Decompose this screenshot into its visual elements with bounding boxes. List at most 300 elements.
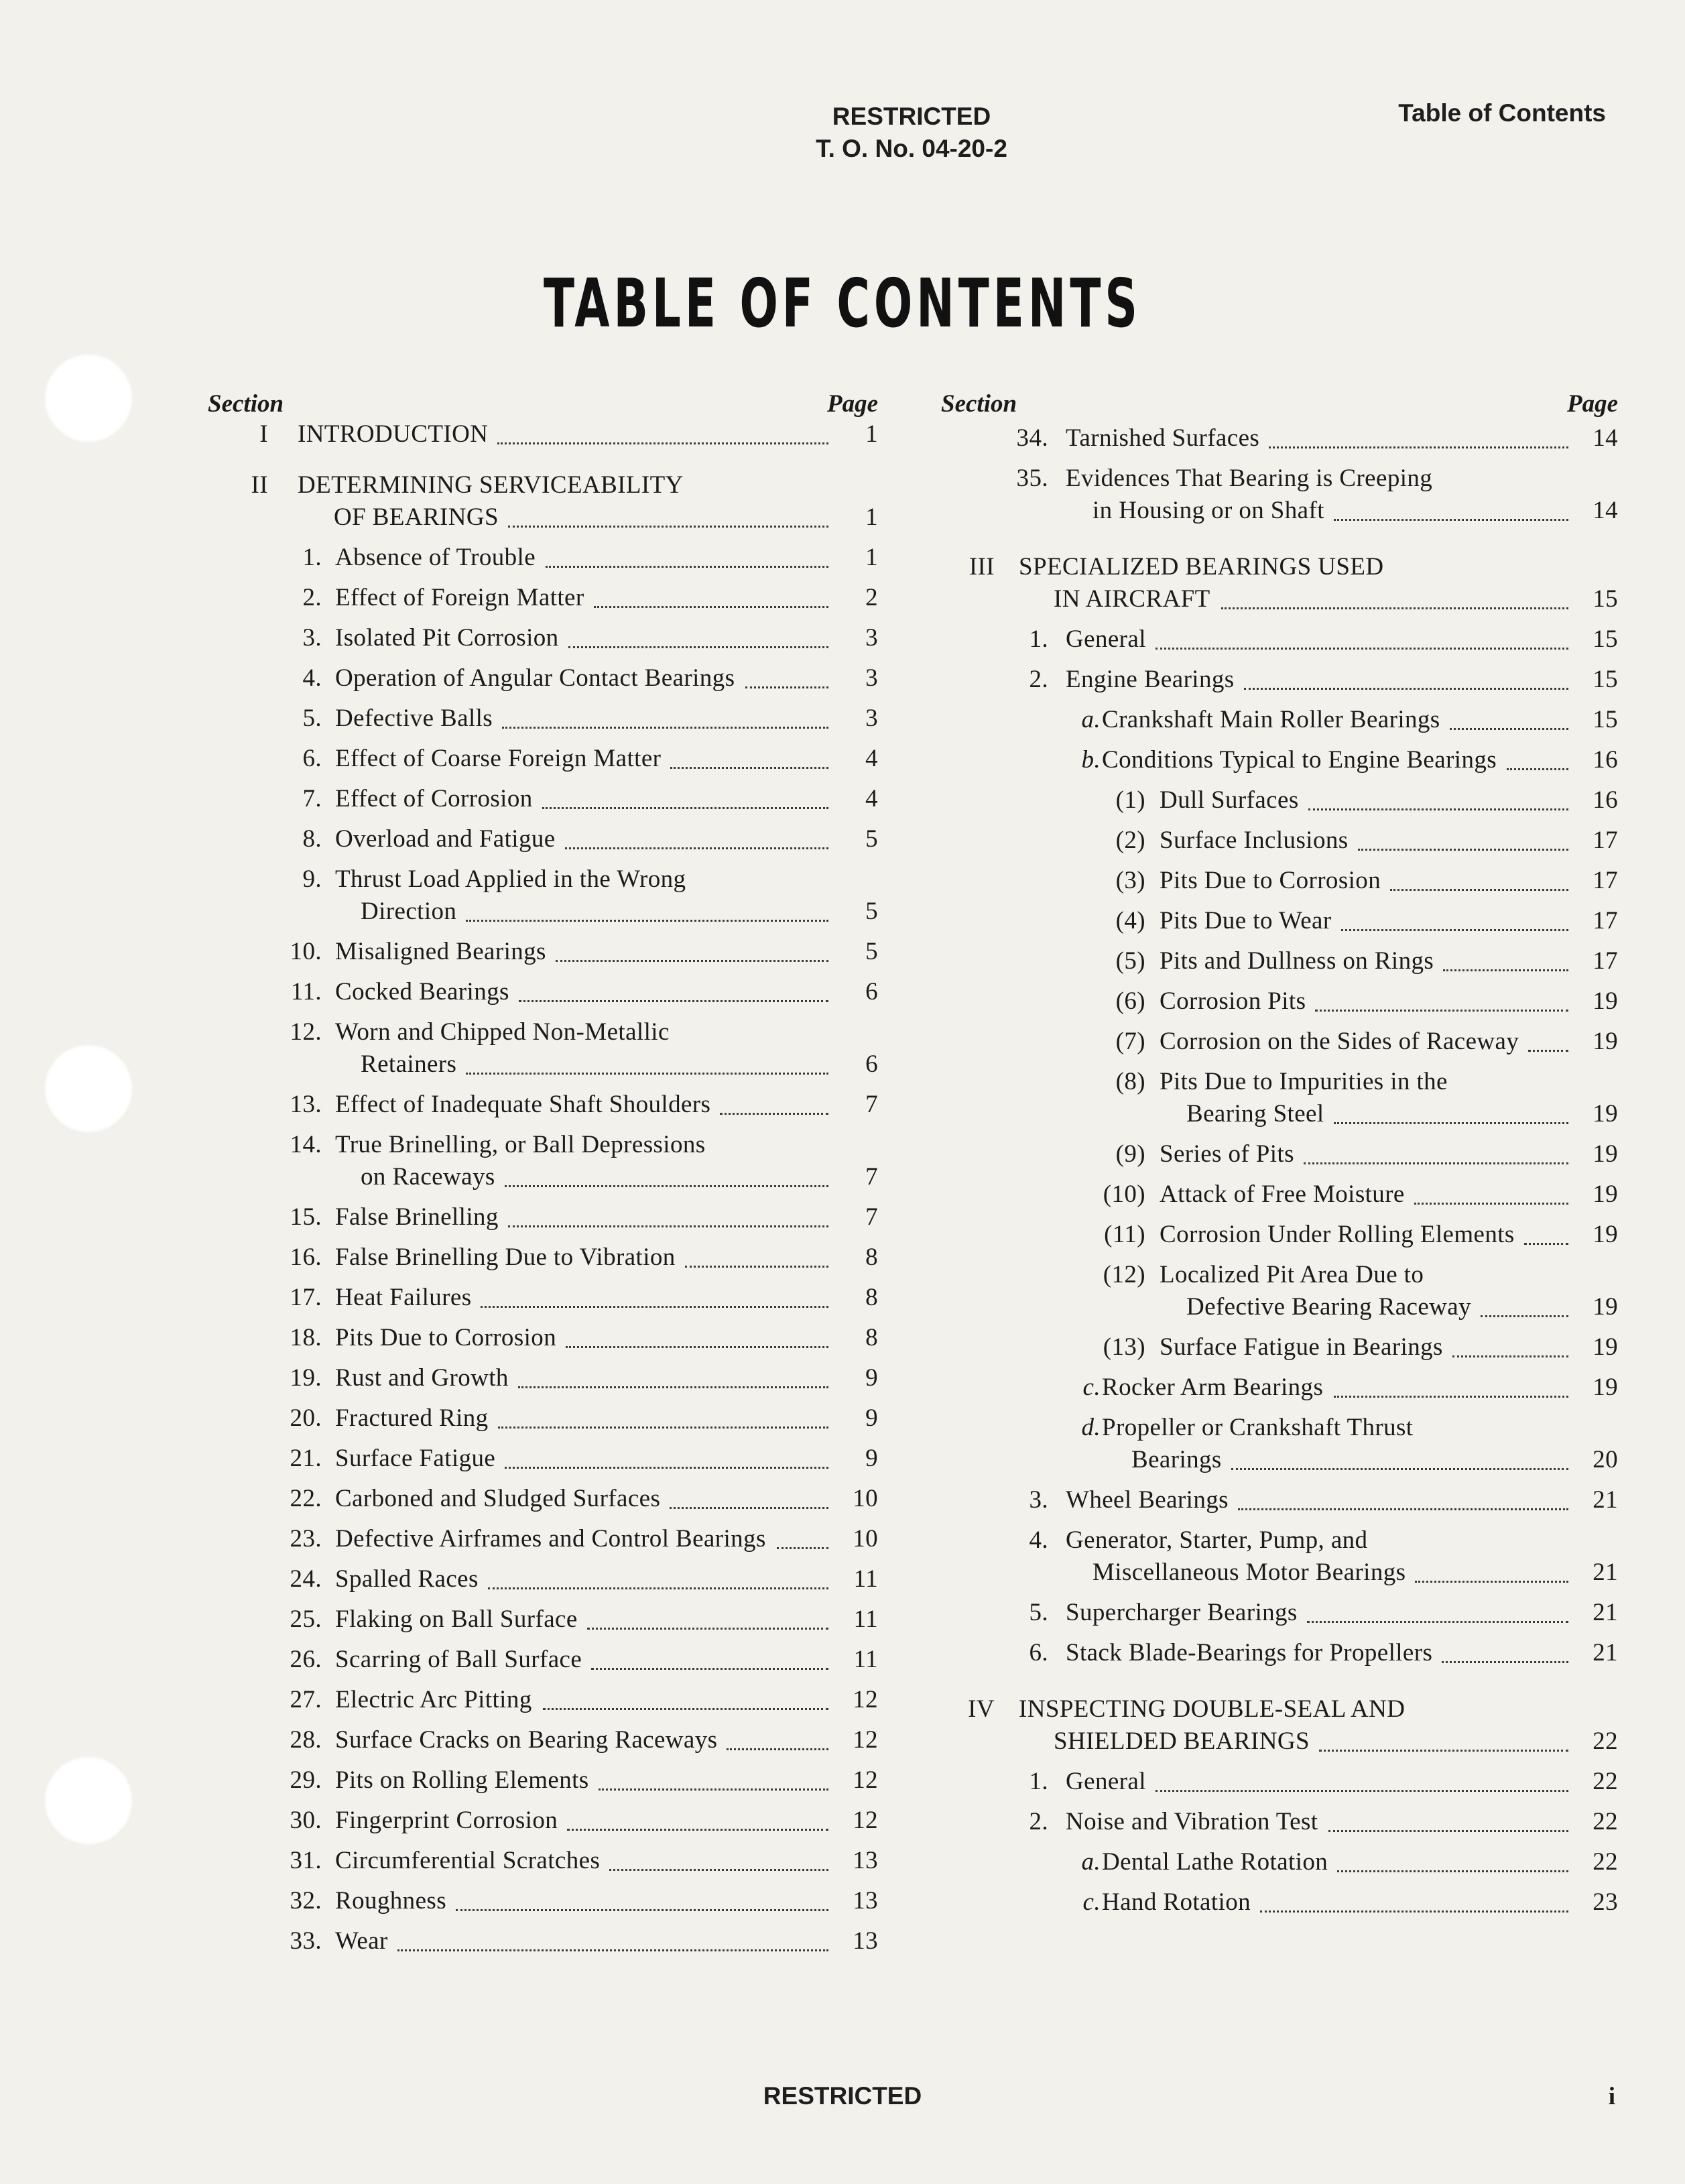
toc-dot-leader bbox=[502, 727, 828, 729]
toc-entry-title: Crankshaft Main Roller Bearings bbox=[1102, 706, 1440, 733]
toc-entry-number: 10. bbox=[290, 938, 322, 965]
toc-dot-leader bbox=[567, 1829, 828, 1831]
toc-entry[interactable] bbox=[941, 551, 1618, 619]
toc-entry-number: (7) bbox=[1115, 1028, 1145, 1055]
toc-entry-number: a. bbox=[1081, 1848, 1101, 1876]
toc-entry-page: 13 bbox=[853, 1847, 878, 1874]
toc-entry[interactable] bbox=[208, 1402, 878, 1439]
toc-entry-number: 13. bbox=[290, 1091, 322, 1118]
page-column-label: Page bbox=[826, 390, 878, 418]
toc-entry-title-continued: Direction bbox=[361, 898, 457, 925]
toc-entry-number: (1) bbox=[1115, 786, 1145, 814]
toc-entry[interactable] bbox=[941, 1066, 1618, 1134]
toc-entry[interactable] bbox=[941, 1806, 1618, 1842]
toc-entry[interactable] bbox=[941, 1178, 1618, 1215]
toc-entry-page: 6 bbox=[865, 978, 878, 1006]
toc-dot-leader bbox=[1358, 849, 1568, 851]
toc-entry[interactable] bbox=[208, 418, 878, 454]
toc-dot-leader bbox=[1443, 969, 1568, 971]
toc-entry[interactable] bbox=[208, 1684, 878, 1720]
toc-entry-title: Pits on Rolling Elements bbox=[335, 1766, 589, 1794]
toc-entry[interactable] bbox=[941, 744, 1618, 780]
toc-dot-leader bbox=[745, 686, 828, 688]
toc-entry[interactable] bbox=[941, 865, 1618, 901]
toc-entry-number: 14. bbox=[290, 1131, 322, 1158]
toc-dot-leader bbox=[505, 1467, 828, 1469]
toc-entry-page: 17 bbox=[1593, 947, 1618, 975]
toc-entry[interactable] bbox=[208, 1483, 878, 1519]
toc-dot-leader bbox=[1328, 1830, 1568, 1832]
toc-dot-leader bbox=[1337, 1870, 1568, 1872]
toc-entry-title-continued: Bearing Steel bbox=[1186, 1100, 1324, 1128]
toc-entry-title: Surface Fatigue in Bearings bbox=[1160, 1333, 1443, 1361]
toc-entry-number: (9) bbox=[1115, 1140, 1145, 1168]
toc-entry-title: Pits Due to Impurities in the bbox=[1160, 1068, 1448, 1095]
toc-entry-number: 28. bbox=[290, 1726, 322, 1754]
toc-entry-page: 5 bbox=[865, 898, 878, 925]
toc-entry-number: 21. bbox=[290, 1445, 322, 1472]
toc-entry-title: Effect of Corrosion bbox=[335, 785, 533, 812]
toc-entry[interactable] bbox=[208, 783, 878, 819]
toc-dot-leader bbox=[481, 1306, 828, 1308]
toc-dot-leader bbox=[685, 1266, 828, 1268]
toc-entry-number: d. bbox=[1081, 1414, 1101, 1441]
toc-entry-title: Roughness bbox=[335, 1887, 446, 1915]
toc-entry-page: 15 bbox=[1593, 625, 1618, 653]
toc-dot-leader bbox=[591, 1668, 828, 1670]
toc-dot-leader bbox=[397, 1949, 828, 1951]
toc-entry-number: (4) bbox=[1115, 907, 1145, 934]
toc-entry-title: Fingerprint Corrosion bbox=[335, 1807, 558, 1834]
toc-entry[interactable] bbox=[941, 1637, 1618, 1673]
toc-entry-title: Isolated Pit Corrosion bbox=[335, 624, 559, 652]
toc-dot-leader bbox=[1244, 688, 1568, 690]
toc-entry[interactable] bbox=[941, 1886, 1618, 1923]
toc-entry-title: Hand Rotation bbox=[1102, 1888, 1251, 1916]
toc-entry-title: Localized Pit Area Due to bbox=[1160, 1261, 1424, 1288]
toc-entry[interactable] bbox=[941, 1219, 1618, 1255]
toc-list-right bbox=[941, 422, 1618, 1923]
toc-entry[interactable] bbox=[941, 704, 1618, 740]
toc-entry-number: 2. bbox=[1029, 1808, 1048, 1835]
toc-entry-number: 33. bbox=[290, 1927, 322, 1955]
toc-entry-page: 12 bbox=[853, 1807, 878, 1834]
toc-entry-number: (11) bbox=[1104, 1221, 1145, 1248]
toc-entry-page: 13 bbox=[853, 1887, 878, 1915]
toc-entry-number: 5. bbox=[1029, 1599, 1048, 1626]
toc-entry[interactable] bbox=[208, 1362, 878, 1398]
toc-entry[interactable] bbox=[208, 1129, 878, 1197]
toc-entry[interactable] bbox=[208, 1322, 878, 1358]
toc-entry-page: 11 bbox=[853, 1646, 878, 1673]
toc-entry-number: 1. bbox=[1029, 625, 1048, 653]
toc-entry-title: Supercharger Bearings bbox=[1066, 1599, 1298, 1626]
toc-entry-number: 16. bbox=[290, 1243, 322, 1271]
toc-entry[interactable] bbox=[208, 1443, 878, 1479]
toc-dot-leader bbox=[556, 960, 828, 962]
toc-entry-title: Rocker Arm Bearings bbox=[1102, 1374, 1324, 1401]
toc-entry-title: Thrust Load Applied in the Wrong bbox=[335, 865, 686, 893]
toc-entry-title-continued: OF BEARINGS bbox=[334, 503, 499, 531]
toc-entry[interactable] bbox=[941, 623, 1618, 660]
toc-dot-leader bbox=[1238, 1508, 1568, 1510]
toc-entry-title: Tarnished Surfaces bbox=[1066, 424, 1260, 452]
toc-entry-number: 17. bbox=[290, 1284, 322, 1311]
toc-entry[interactable] bbox=[208, 1764, 878, 1801]
toc-entry-page: 13 bbox=[853, 1927, 878, 1955]
toc-entry-page: 16 bbox=[1593, 746, 1618, 774]
toc-entry-title: Generator, Starter, Pump, and bbox=[1066, 1526, 1368, 1554]
toc-entry-title-continued: on Raceways bbox=[361, 1163, 495, 1191]
toc-entry-title: False Brinelling bbox=[335, 1203, 499, 1231]
toc-entry-number: 31. bbox=[290, 1847, 322, 1874]
toc-entry-page: 22 bbox=[1593, 1727, 1618, 1755]
toc-dot-leader bbox=[1156, 648, 1568, 650]
toc-entry-page: 19 bbox=[1593, 1374, 1618, 1401]
toc-entry-page: 1 bbox=[865, 544, 878, 571]
toc-dot-leader bbox=[519, 1000, 828, 1002]
toc-dot-leader bbox=[1260, 1910, 1568, 1913]
toc-entry-page: 15 bbox=[1593, 706, 1618, 733]
toc-entry-page: 17 bbox=[1593, 867, 1618, 894]
toc-entry-number: 15. bbox=[290, 1203, 322, 1231]
toc-entry[interactable] bbox=[941, 945, 1618, 981]
toc-entry[interactable] bbox=[941, 1693, 1618, 1762]
toc-entry-page: 19 bbox=[1593, 1333, 1618, 1361]
toc-entry[interactable] bbox=[208, 1644, 878, 1680]
footer-restricted: RESTRICTED bbox=[763, 2082, 922, 2110]
toc-entry[interactable] bbox=[208, 542, 878, 578]
toc-entry-number: II bbox=[251, 471, 268, 499]
toc-dot-leader bbox=[1481, 1315, 1568, 1317]
toc-entry-page: 2 bbox=[865, 584, 878, 611]
toc-dot-leader bbox=[497, 442, 828, 444]
toc-entry-number: 2. bbox=[302, 584, 322, 611]
toc-entry-number: 24. bbox=[290, 1565, 322, 1593]
toc-entry[interactable] bbox=[941, 1372, 1618, 1408]
toc-entry[interactable] bbox=[208, 622, 878, 658]
toc-entry-number: (10) bbox=[1103, 1180, 1145, 1208]
toc-entry-title: Effect of Inadequate Shaft Shoulders bbox=[335, 1091, 711, 1118]
toc-entry-title: Rust and Growth bbox=[335, 1364, 509, 1392]
toc-entry-number: 35. bbox=[1016, 465, 1048, 492]
toc-entry-page: 20 bbox=[1593, 1446, 1618, 1473]
toc-entry[interactable] bbox=[208, 863, 878, 932]
toc-dot-leader bbox=[1442, 1661, 1568, 1663]
toc-entry-number: 6. bbox=[302, 745, 322, 772]
toc-entry-title: Wear bbox=[335, 1927, 388, 1955]
toc-entry-page: 1 bbox=[865, 503, 878, 531]
toc-entry-page: 19 bbox=[1593, 987, 1618, 1015]
toc-entry[interactable] bbox=[941, 1766, 1618, 1802]
toc-entry-number: (13) bbox=[1103, 1333, 1145, 1361]
toc-entry-page: 1 bbox=[865, 420, 878, 448]
toc-entry[interactable] bbox=[941, 1524, 1618, 1593]
toc-entry-title: Corrosion Pits bbox=[1160, 987, 1306, 1015]
toc-entry[interactable] bbox=[941, 664, 1618, 700]
toc-entry-title-continued: Defective Bearing Raceway bbox=[1186, 1293, 1472, 1321]
toc-dot-leader bbox=[1269, 446, 1568, 448]
toc-entry-page: 17 bbox=[1593, 907, 1618, 934]
toc-entry[interactable] bbox=[208, 1724, 878, 1760]
toc-entry-page: 9 bbox=[865, 1445, 878, 1472]
toc-entry-number: 1. bbox=[302, 544, 322, 571]
toc-entry-number: 23. bbox=[290, 1525, 322, 1553]
toc-entry[interactable] bbox=[941, 1331, 1618, 1368]
toc-entry-page: 11 bbox=[853, 1605, 878, 1633]
toc-entry-number: 20. bbox=[290, 1404, 322, 1432]
toc-dot-leader bbox=[670, 767, 828, 769]
toc-entry[interactable] bbox=[208, 703, 878, 739]
toc-entry[interactable] bbox=[941, 825, 1618, 861]
toc-dot-leader bbox=[777, 1547, 828, 1549]
toc-entry-title: Defective Airframes and Control Bearings bbox=[335, 1525, 766, 1553]
toc-entry-title: Heat Failures bbox=[335, 1284, 472, 1311]
toc-entry-number: (12) bbox=[1103, 1261, 1145, 1288]
toc-entry-page: 21 bbox=[1593, 1559, 1618, 1586]
toc-dot-leader bbox=[1319, 1750, 1568, 1752]
toc-entry-number: c. bbox=[1082, 1374, 1101, 1401]
toc-entry[interactable] bbox=[208, 1241, 878, 1278]
toc-entry-number: 4. bbox=[302, 664, 322, 692]
column-header-left bbox=[208, 386, 878, 418]
toc-entry-title: SPECIALIZED BEARINGS USED bbox=[1019, 553, 1384, 581]
toc-entry-number: 9. bbox=[302, 865, 322, 893]
toc-entry-number: 32. bbox=[290, 1887, 322, 1915]
toc-entry-title: Dental Lathe Rotation bbox=[1102, 1848, 1328, 1876]
toc-entry-page: 14 bbox=[1593, 497, 1618, 524]
toc-entry[interactable] bbox=[941, 1026, 1618, 1062]
toc-dot-leader bbox=[727, 1748, 828, 1750]
toc-entry-page: 19 bbox=[1593, 1140, 1618, 1168]
toc-entry-number: (6) bbox=[1115, 987, 1145, 1015]
toc-dot-leader bbox=[1231, 1468, 1568, 1470]
toc-entry-number: 7. bbox=[302, 785, 322, 812]
toc-entry-page: 19 bbox=[1593, 1293, 1618, 1321]
toc-entry-title: Defective Balls bbox=[335, 705, 493, 732]
toc-entry-number: 11. bbox=[290, 978, 322, 1006]
toc-entry-number: (3) bbox=[1115, 867, 1145, 894]
toc-entry-title: Spalled Races bbox=[335, 1565, 479, 1593]
toc-entry-page: 12 bbox=[853, 1686, 878, 1713]
toc-entry[interactable] bbox=[941, 985, 1618, 1022]
toc-dot-leader bbox=[1334, 1122, 1568, 1124]
toc-entry-number: 30. bbox=[290, 1807, 322, 1834]
toc-entry-page: 3 bbox=[865, 664, 878, 692]
toc-entry[interactable] bbox=[941, 1484, 1618, 1520]
toc-entry-page: 6 bbox=[865, 1050, 878, 1078]
toc-entry-page: 22 bbox=[1593, 1808, 1618, 1835]
toc-entry-title: Attack of Free Moisture bbox=[1160, 1180, 1405, 1208]
toc-entry-number: 26. bbox=[290, 1646, 322, 1673]
toc-entry-number: 3. bbox=[302, 624, 322, 652]
toc-entry[interactable] bbox=[208, 469, 878, 538]
toc-dot-leader bbox=[1307, 1621, 1568, 1623]
toc-entry-title: Cocked Bearings bbox=[335, 978, 509, 1006]
toc-entry-title: Surface Fatigue bbox=[335, 1445, 496, 1472]
binder-hole-middle bbox=[44, 1044, 133, 1133]
toc-entry[interactable] bbox=[208, 1523, 878, 1559]
toc-dot-leader bbox=[466, 920, 828, 922]
toc-entry-number: b. bbox=[1081, 746, 1101, 774]
header-to-number: T. O. No. 04-20-2 bbox=[816, 135, 1007, 162]
toc-entry-title-continued: in Housing or on Shaft bbox=[1093, 497, 1324, 524]
toc-dot-leader bbox=[587, 1628, 828, 1630]
toc-entry[interactable] bbox=[208, 1282, 878, 1318]
toc-entry-number: I bbox=[259, 420, 268, 448]
toc-entry-title: INTRODUCTION bbox=[298, 420, 489, 448]
toc-entry-number: 8. bbox=[302, 825, 322, 853]
toc-entry[interactable] bbox=[208, 1089, 878, 1125]
toc-entry-number: 27. bbox=[290, 1686, 322, 1713]
toc-entry-title: Conditions Typical to Engine Bearings bbox=[1102, 746, 1497, 774]
toc-dot-leader bbox=[1308, 808, 1568, 810]
toc-entry-number: 12. bbox=[290, 1018, 322, 1046]
toc-dot-leader bbox=[1414, 1203, 1568, 1205]
toc-dot-leader bbox=[565, 847, 828, 849]
toc-entry-title: Noise and Vibration Test bbox=[1066, 1808, 1318, 1835]
toc-entry[interactable] bbox=[941, 1412, 1618, 1480]
section-column-label: Section bbox=[208, 390, 284, 418]
toc-entry-number: 25. bbox=[290, 1605, 322, 1633]
toc-entry-title-continued: Retainers bbox=[361, 1050, 457, 1078]
toc-entry-page: 17 bbox=[1593, 827, 1618, 854]
toc-entry[interactable] bbox=[208, 936, 878, 972]
toc-entry[interactable] bbox=[208, 1845, 878, 1881]
toc-dot-leader bbox=[508, 526, 828, 528]
toc-entry-title: DETERMINING SERVICEABILITY bbox=[298, 471, 684, 499]
toc-entry[interactable] bbox=[941, 784, 1618, 821]
toc-entry-page: 7 bbox=[865, 1203, 878, 1231]
toc-entry-title: Wheel Bearings bbox=[1066, 1486, 1229, 1514]
toc-entry-title: General bbox=[1066, 625, 1146, 653]
page-title: TABLE OF CONTENTS bbox=[544, 264, 1141, 343]
toc-entry[interactable] bbox=[941, 905, 1618, 941]
toc-entry[interactable] bbox=[941, 1597, 1618, 1633]
toc-entry-title: Engine Bearings bbox=[1066, 666, 1235, 693]
toc-column-right bbox=[941, 386, 1618, 1923]
toc-entry-title: Absence of Trouble bbox=[335, 544, 536, 571]
toc-entry[interactable] bbox=[208, 1016, 878, 1085]
toc-entry-number: 18. bbox=[290, 1324, 322, 1351]
toc-entry[interactable] bbox=[208, 1603, 878, 1640]
toc-entry[interactable] bbox=[208, 743, 878, 779]
toc-entry-title: INSPECTING DOUBLE-SEAL AND bbox=[1019, 1695, 1406, 1723]
toc-dot-leader bbox=[1304, 1162, 1568, 1164]
toc-entry-number: 34. bbox=[1016, 424, 1048, 452]
toc-entry-number: 19. bbox=[290, 1364, 322, 1392]
toc-entry[interactable] bbox=[208, 1563, 878, 1599]
toc-entry[interactable] bbox=[941, 422, 1618, 459]
toc-entry-title: Series of Pits bbox=[1160, 1140, 1294, 1168]
toc-entry[interactable] bbox=[208, 823, 878, 859]
toc-entry-page: 21 bbox=[1593, 1639, 1618, 1666]
toc-dot-leader bbox=[1507, 768, 1568, 770]
toc-entry-title-continued: Bearings bbox=[1131, 1446, 1222, 1473]
toc-entry-title: Pits Due to Corrosion bbox=[1160, 867, 1381, 894]
toc-entry-page: 16 bbox=[1593, 786, 1618, 814]
toc-entry-page: 5 bbox=[865, 938, 878, 965]
toc-entry-page: 19 bbox=[1593, 1028, 1618, 1055]
toc-entry-number: a. bbox=[1081, 706, 1101, 733]
toc-entry-page: 9 bbox=[865, 1404, 878, 1432]
toc-entry-page: 5 bbox=[865, 825, 878, 853]
toc-entry[interactable] bbox=[941, 1259, 1618, 1327]
toc-entry-title: Fractured Ring bbox=[335, 1404, 489, 1432]
toc-dot-leader bbox=[505, 1185, 828, 1187]
toc-dot-leader bbox=[1221, 607, 1568, 609]
toc-entry[interactable] bbox=[208, 1885, 878, 1921]
toc-entry-number: (2) bbox=[1115, 827, 1145, 854]
toc-entry-title: Corrosion Under Rolling Elements bbox=[1160, 1221, 1515, 1248]
toc-dot-leader bbox=[1334, 1396, 1568, 1398]
toc-entry-number: 6. bbox=[1029, 1639, 1048, 1666]
toc-entry[interactable] bbox=[941, 1138, 1618, 1174]
toc-dot-leader bbox=[546, 566, 828, 568]
toc-dot-leader bbox=[543, 1708, 828, 1710]
toc-entry-title: Dull Surfaces bbox=[1160, 786, 1299, 814]
toc-dot-leader bbox=[1156, 1790, 1568, 1792]
toc-dot-leader bbox=[1334, 519, 1568, 521]
toc-entry-title: Operation of Angular Contact Bearings bbox=[335, 664, 735, 692]
toc-entry-page: 19 bbox=[1593, 1180, 1618, 1208]
toc-entry[interactable] bbox=[208, 1925, 878, 1961]
toc-entry[interactable] bbox=[208, 1201, 878, 1237]
toc-entry-page: 8 bbox=[865, 1324, 878, 1351]
toc-dot-leader bbox=[518, 1386, 828, 1388]
toc-entry[interactable] bbox=[208, 1805, 878, 1841]
toc-entry-number: 3. bbox=[1029, 1486, 1048, 1514]
toc-entry-number: 4. bbox=[1029, 1526, 1048, 1554]
toc-entry-page: 3 bbox=[865, 705, 878, 732]
toc-entry-title: Surface Inclusions bbox=[1160, 827, 1349, 854]
toc-entry-number: c. bbox=[1082, 1888, 1101, 1916]
header-restricted: RESTRICTED bbox=[832, 103, 991, 130]
toc-entry-title: False Brinelling Due to Vibration bbox=[335, 1243, 676, 1271]
toc-entry-number: 1. bbox=[1029, 1768, 1048, 1795]
toc-entry-title: Pits Due to Wear bbox=[1160, 907, 1332, 934]
toc-dot-leader bbox=[670, 1507, 828, 1509]
toc-dot-leader bbox=[1524, 1243, 1568, 1245]
toc-dot-leader bbox=[498, 1427, 828, 1429]
toc-dot-leader bbox=[1528, 1050, 1568, 1052]
toc-entry-page: 12 bbox=[853, 1766, 878, 1794]
toc-dot-leader bbox=[1452, 1355, 1568, 1357]
toc-entry-title: Pits and Dullness on Rings bbox=[1160, 947, 1434, 975]
toc-entry[interactable] bbox=[208, 582, 878, 618]
toc-entry[interactable] bbox=[941, 1846, 1618, 1882]
toc-entry-number: IV bbox=[968, 1695, 995, 1723]
toc-entry[interactable] bbox=[208, 976, 878, 1012]
toc-entry-title: Surface Cracks on Bearing Raceways bbox=[335, 1726, 718, 1754]
toc-entry[interactable] bbox=[941, 463, 1618, 531]
toc-entry-page: 15 bbox=[1593, 585, 1618, 613]
toc-entry-title: Propeller or Crankshaft Thrust bbox=[1102, 1414, 1414, 1441]
toc-entry-title-continued: SHIELDED BEARINGS bbox=[1054, 1727, 1310, 1755]
toc-entry[interactable] bbox=[208, 662, 878, 699]
toc-dot-leader bbox=[508, 1225, 828, 1227]
toc-dot-leader bbox=[599, 1788, 828, 1791]
header-classification bbox=[670, 101, 1153, 165]
toc-entry-number: (5) bbox=[1115, 947, 1145, 975]
toc-dot-leader bbox=[594, 606, 828, 608]
toc-entry-page: 21 bbox=[1593, 1599, 1618, 1626]
header-section-title: Table of Contents bbox=[1398, 99, 1606, 127]
toc-entry-title: Overload and Fatigue bbox=[335, 825, 556, 853]
toc-entry-page: 14 bbox=[1593, 424, 1618, 452]
page-number: i bbox=[1608, 2083, 1615, 2110]
toc-entry-page: 22 bbox=[1593, 1768, 1618, 1795]
